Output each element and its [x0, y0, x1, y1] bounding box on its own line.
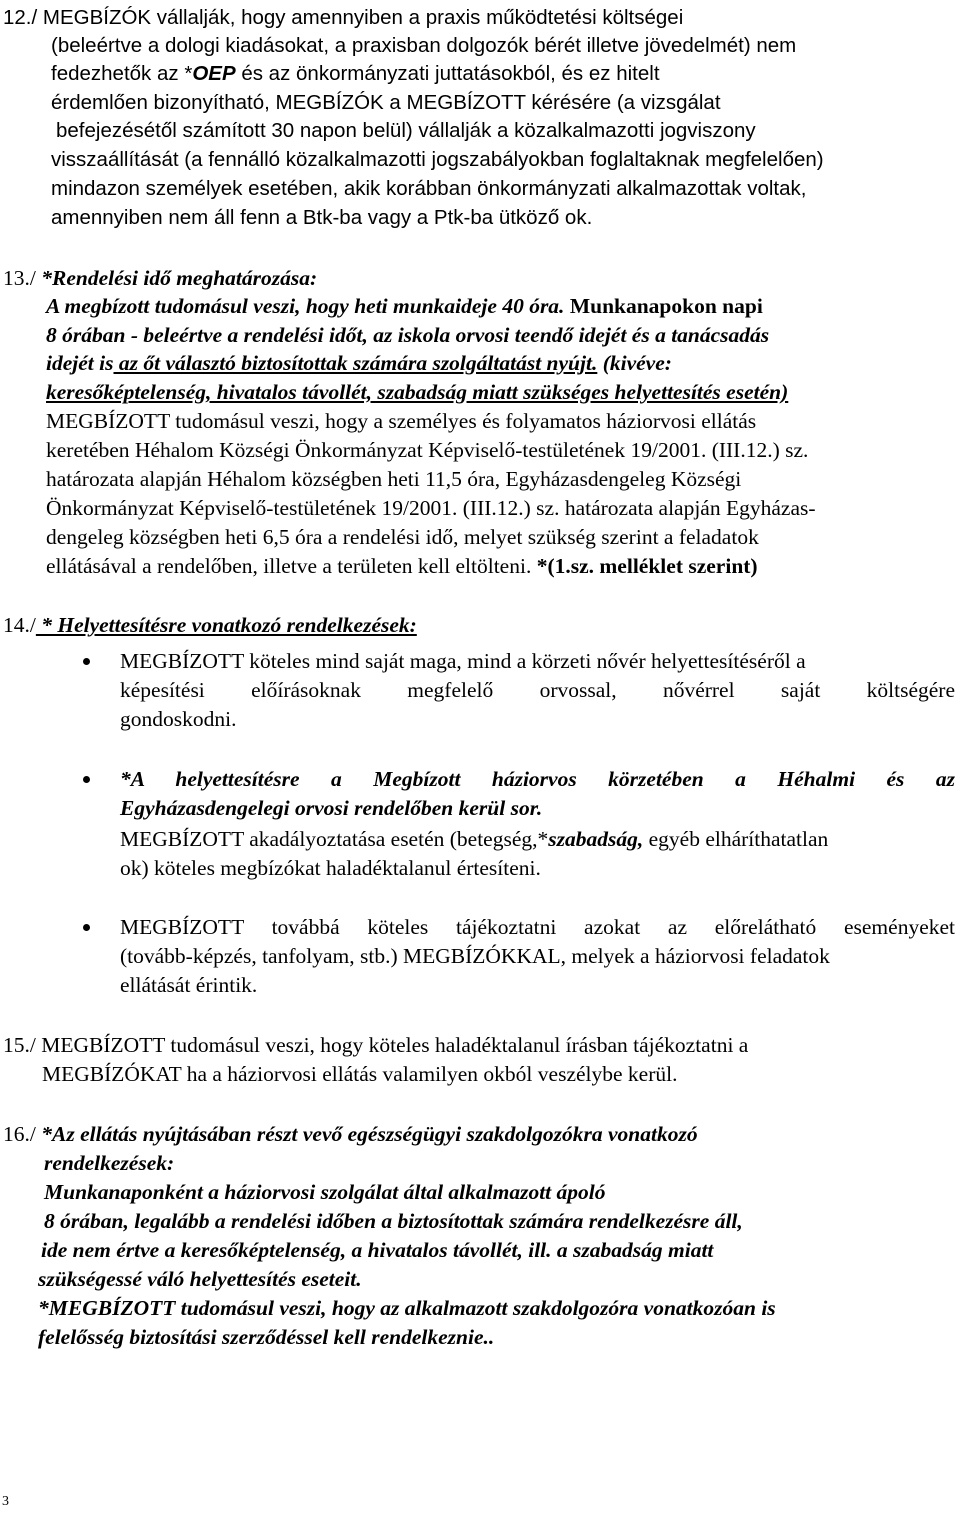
s13-heading: 13./ *Rendelési idő meghatározása:: [3, 266, 318, 290]
s14-bullet1-line-1: MEGBÍZOTT köteles mind saját maga, mind a körzeti nővér helyettesítéséről a: [120, 649, 806, 673]
s13-line-4: keresőképtelenség, hivatalos távollét, szabadság miatt szükséges helyettesítés esetén): [46, 380, 789, 404]
s13-line-1: A megbízott tudomásul veszi, hogy heti munkaideje 40 óra. Munkanapokon napi: [46, 294, 763, 318]
s13-line-7: határozata alapján Héhalom községben heti 11,5 óra, Egyházasdengeleg Községi: [46, 467, 742, 491]
s14-bullet2-line-1: *A helyettesítésre a Megbízott háziorvos körzetében a Héhalmi és az: [120, 767, 955, 791]
s12-line-3: fedezhetők az *OEP és az önkormányzati juttatásokból, és ez hitelt: [51, 62, 660, 85]
s13-line-3: idejét is az őt választó biztosítottak számára szolgáltatást nyújt. (kivéve:: [46, 351, 672, 375]
s14-bullet2-line-3: MEGBÍZOTT akadályoztatása esetén (betegség,*szabadság, egyéb elháríthatatlan: [120, 827, 829, 851]
s12-line-1: 12./ MEGBÍZÓK vállalják, hogy amennyiben a praxis működtetési költségei: [3, 6, 684, 29]
bullet-icon: [83, 658, 90, 665]
s16-line-6: szükségessé váló helyettesítés eseteit.: [38, 1267, 362, 1291]
s13-line-6: keretében Héhalom Községi Önkormányzat Képviselő-testületének 19/2001. (III.12.) sz.: [46, 438, 809, 462]
s14-bullet2-line-2: Egyházasdengelegi orvosi rendelőben kerül sor.: [120, 796, 543, 820]
s16-line-2: rendelkezések:: [44, 1151, 175, 1175]
s12-line-7: mindazon személyek esetében, akik korábban önkormányzati alkalmazottak voltak,: [51, 177, 807, 200]
s14-bullet1-line-2: képesítési előírásoknak megfelelő orvossal, nővérrel saját költségére: [120, 678, 955, 702]
s12-line-6: visszaállítását (a fennálló közalkalmazotti jogszabályokban foglaltaknak megfelelően): [51, 148, 824, 171]
s15-line-1: 15./ MEGBÍZOTT tudomásul veszi, hogy köteles haladéktalanul írásban tájékoztatni a: [3, 1033, 749, 1057]
s14-bullet3-line-1: MEGBÍZOTT továbbá köteles tájékoztatni azokat az előrelátható eseményeket: [120, 915, 955, 939]
s16-line-8: felelősség biztosítási szerződéssel kell rendelkeznie..: [38, 1325, 495, 1349]
s13-line-8: Önkormányzat Képviselő-testületének 19/2001. (III.12.) sz. határozata alapján Egyházas-: [46, 496, 816, 520]
s14-heading: 14./ * Helyettesítésre vonatkozó rendelkezések:: [3, 613, 417, 637]
s14-bullet2-line-4: ok) köteles megbízókat haladéktalanul értesíteni.: [120, 856, 541, 880]
s14-bullet3-line-3: ellátását érintik.: [120, 973, 258, 997]
s16-line-3: Munkanaponként a háziorvosi szolgálat által alkalmazott ápoló: [44, 1180, 606, 1204]
s12-line-8: amennyiben nem áll fenn a Btk-ba vagy a Ptk-ba ütköző ok.: [51, 206, 593, 229]
s13-line-5: MEGBÍZOTT tudomásul veszi, hogy a személyes és folyamatos háziorvosi ellátás: [46, 409, 757, 433]
s12-line-4: érdemlően bizonyítható, MEGBÍZÓK a MEGBÍZOTT kérésére (a vizsgálat: [51, 91, 721, 114]
s16-line-5: ide nem értve a keresőképtelenség, a hivatalos távollét, ill. a szabadság miatt: [41, 1238, 714, 1262]
s15-line-2: MEGBÍZÓKAT ha a háziorvosi ellátás valamilyen okból veszélybe kerül.: [42, 1062, 678, 1086]
s14-bullet1-line-3: gondoskodni.: [120, 707, 237, 731]
s13-line-9: dengeleg községben heti 6,5 óra a rendelési idő, melyet szükség szerint a feladatok: [46, 525, 759, 549]
s13-line-10: ellátásával a rendelőben, illetve a területen kell eltölteni. *(1.sz. melléklet szerint): [46, 554, 758, 578]
s16-line-4: 8 órában, legalább a rendelési időben a biztosítottak számára rendelkezésre áll,: [44, 1209, 743, 1233]
s13-line-2: 8 órában - beleértve a rendelési időt, az iskola orvosi teendő idejét és a tanácsadás: [46, 323, 770, 347]
s12-line-2: (beleértve a dologi kiadásokat, a praxisban dolgozók bérét illetve jövedelmét) nem: [51, 34, 797, 57]
s16-line-1: 16./ *Az ellátás nyújtásában részt vevő egészségügyi szakdolgozókra vonatkozó: [3, 1122, 698, 1146]
s12-line-5: befejezésétől számított 30 napon belül) vállalják a közalkalmazotti jogviszony: [56, 119, 756, 142]
s16-line-7: *MEGBÍZOTT tudomásul veszi, hogy az alkalmazott szakdolgozóra vonatkozóan is: [38, 1296, 776, 1320]
page-number: 3: [2, 1494, 9, 1509]
bullet-icon: [83, 924, 90, 931]
bullet-icon: [83, 776, 90, 783]
s14-bullet3-line-2: (tovább-képzés, tanfolyam, stb.) MEGBÍZÓKKAL, melyek a háziorvosi feladatok: [120, 944, 830, 968]
